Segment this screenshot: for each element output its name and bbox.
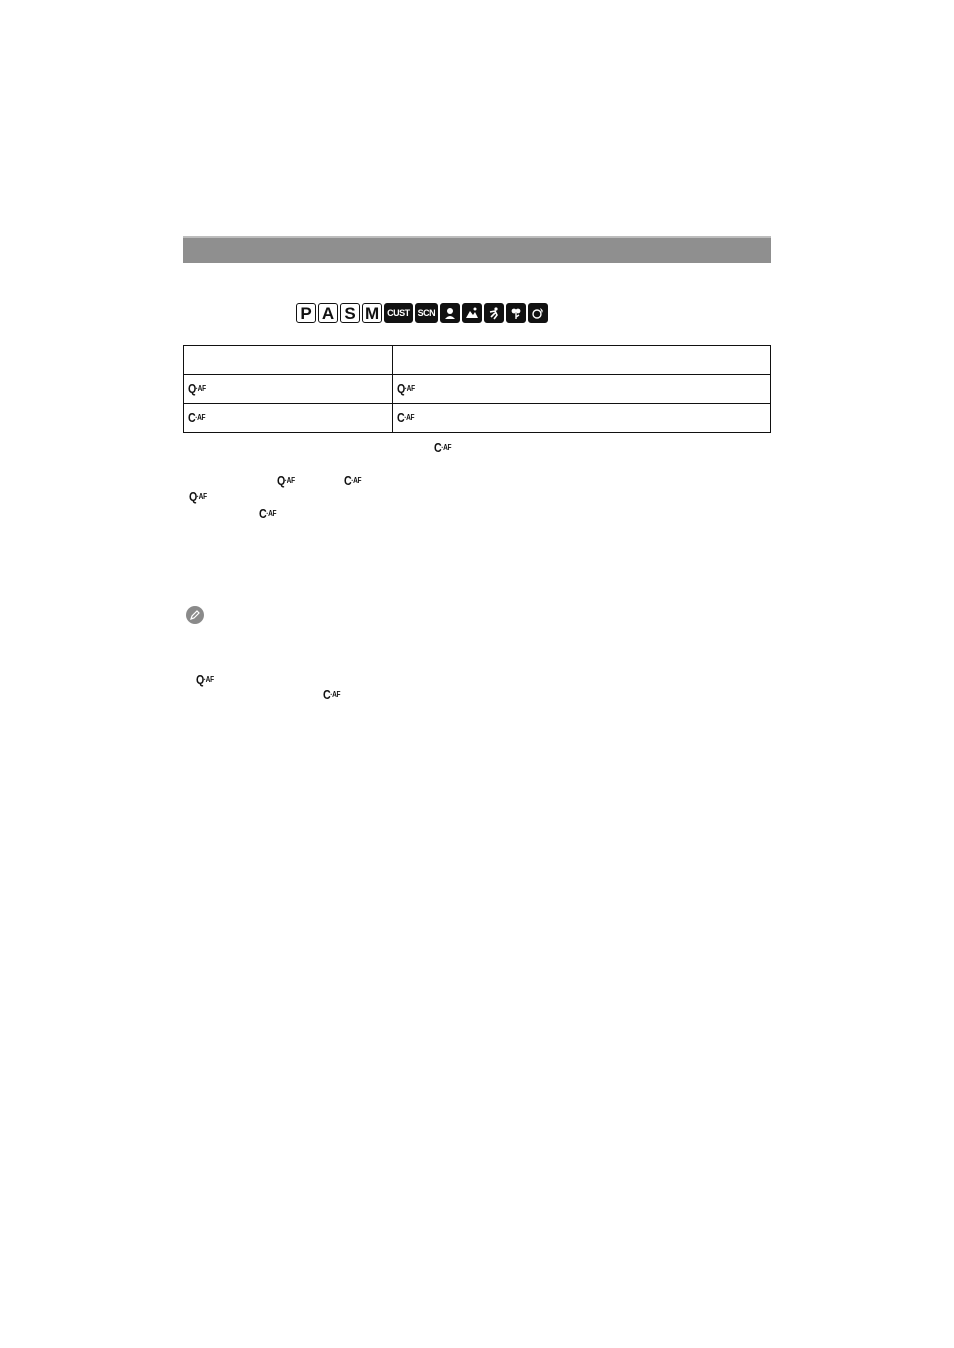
- q-af-icon: $Q^{\cdot AF}$: [397, 381, 415, 396]
- c-af-icon: $C^{\cdot AF}$: [397, 410, 415, 425]
- table-row: [184, 346, 771, 375]
- af-mode-table: [183, 345, 771, 433]
- mode-m-icon: M: [362, 303, 382, 323]
- portrait-icon: [440, 303, 460, 323]
- mode-a-icon: A: [318, 303, 338, 323]
- c-af-icon: $C^{\cdot AF}$: [434, 440, 452, 455]
- pencil-icon: [186, 606, 204, 624]
- mode-s-icon: S: [340, 303, 360, 323]
- table-cell: [184, 375, 393, 404]
- c-af-icon: $C^{\cdot AF}$: [323, 687, 341, 702]
- table-row: [184, 404, 771, 433]
- section-header-bar: [183, 236, 771, 263]
- scenery-icon: [462, 303, 482, 323]
- c-af-icon: $C^{\cdot AF}$: [344, 473, 362, 488]
- table-cell: [393, 346, 771, 375]
- mode-cust-icon: CUST: [384, 303, 413, 323]
- q-af-icon: $Q^{\cdot AF}$: [189, 489, 207, 504]
- night-portrait-icon: [528, 303, 548, 323]
- table-row: [184, 375, 771, 404]
- q-af-icon: $Q^{\cdot AF}$: [196, 672, 214, 687]
- mode-scn-icon: SCN: [415, 303, 439, 323]
- q-af-icon: $Q^{\cdot AF}$: [188, 381, 206, 396]
- close-up-icon: [506, 303, 526, 323]
- mode-p-icon: P: [296, 303, 316, 323]
- table-cell: [393, 404, 771, 433]
- table-cell: [184, 404, 393, 433]
- table-cell: [393, 375, 771, 404]
- q-af-icon: $Q^{\cdot AF}$: [277, 473, 295, 488]
- table-cell: [184, 346, 393, 375]
- c-af-icon: $C^{\cdot AF}$: [259, 506, 277, 521]
- recording-mode-icons: [296, 303, 548, 323]
- c-af-icon: $C^{\cdot AF}$: [188, 410, 206, 425]
- sports-icon: [484, 303, 504, 323]
